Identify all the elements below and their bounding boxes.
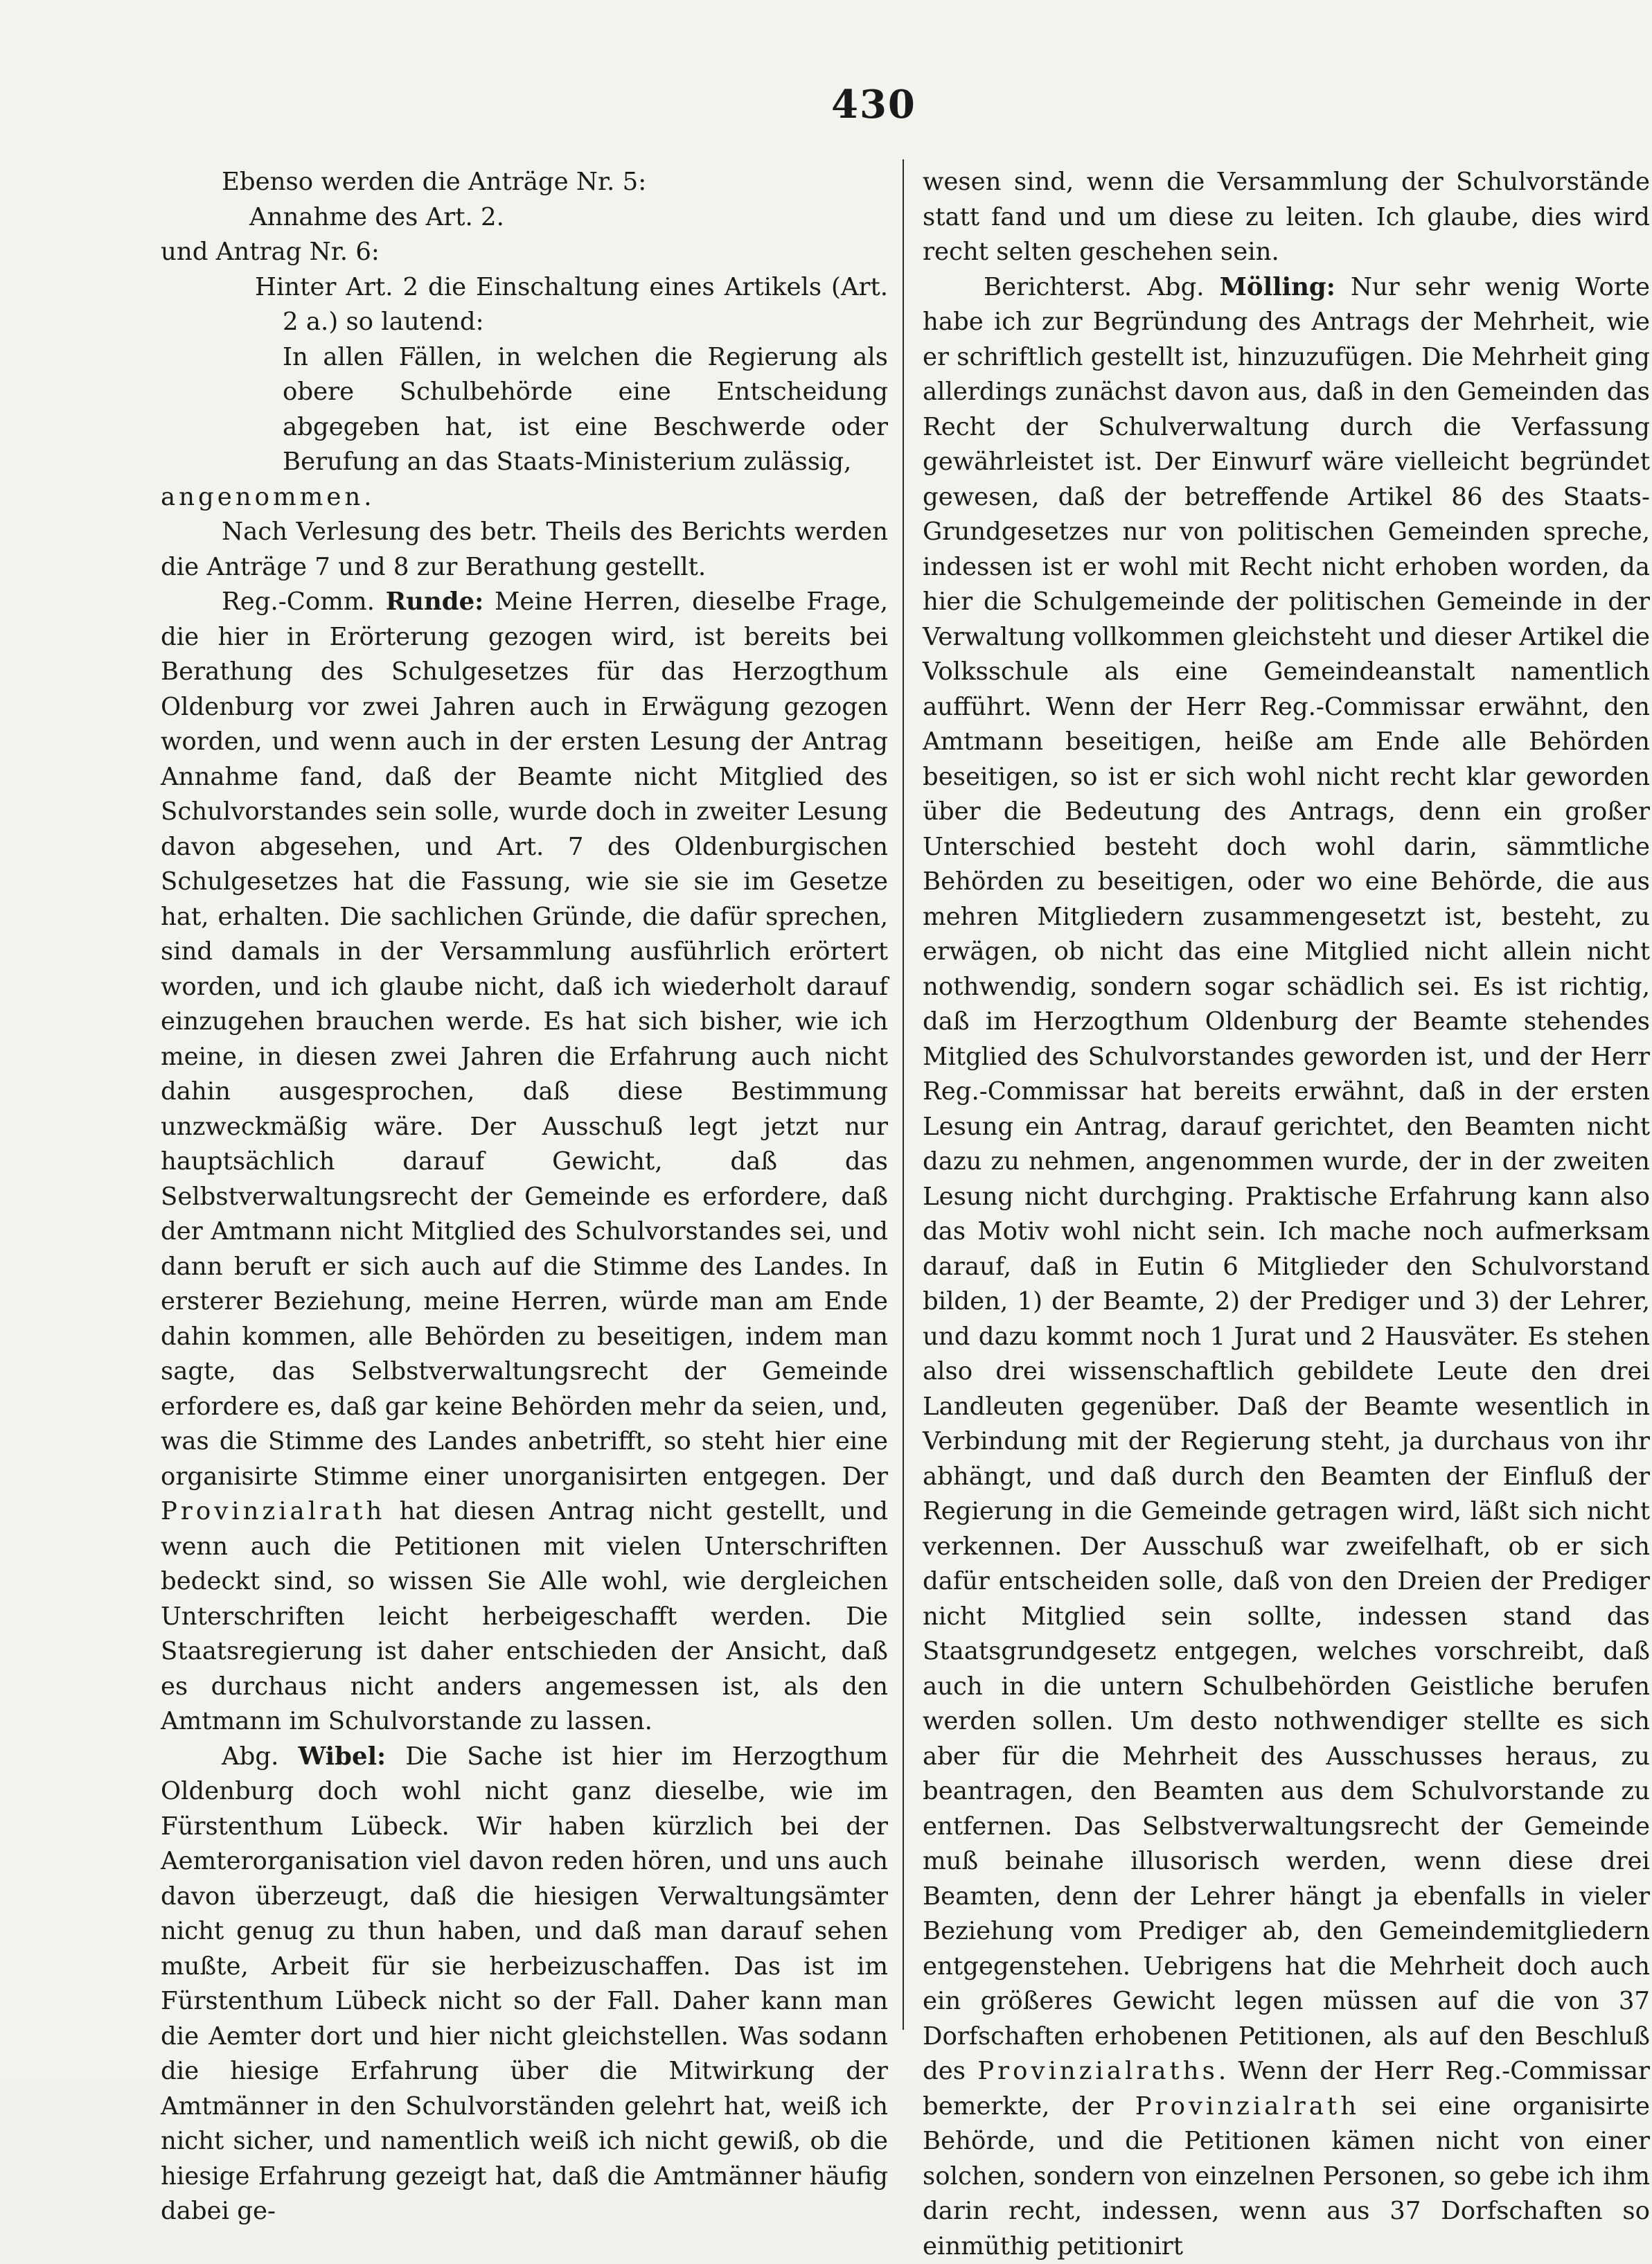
paragraph-adopted	[161, 480, 888, 515]
speaker-title: Berichterst. Abg.	[984, 273, 1220, 301]
quoted-article-text	[161, 340, 888, 480]
text: Nach Verlesung des betr. Theils des Berichts werden die Anträge 7 und 8 zur Berathung gestellt.	[161, 518, 888, 581]
right-column	[923, 165, 1650, 2264]
text: wesen sind, wenn die Versammlung der Schulvorstände statt fand und um diese zu leiten. Ich glaube, dies wird recht selten geschehen sein.	[923, 168, 1650, 266]
paragraph-motions-5	[161, 165, 888, 200]
text: und Antrag Nr. 6:	[161, 238, 380, 266]
paragraph-reading	[161, 515, 888, 585]
speech-runde	[161, 585, 888, 1740]
left-column	[161, 165, 888, 2229]
speaker-title: Abg.	[222, 1742, 298, 1771]
text: Hinter Art. 2 die Einschaltung eines Artikels (Art. 2 a.) so lautend:	[255, 273, 888, 337]
text: In allen Fällen, in welchen die Regierung als obere Schulbehörde eine Entscheidung abgegeben hat, ist eine Beschwerde oder Berufung an das Staats-Ministerium zulässig,	[283, 343, 888, 477]
speech-text: sei eine organisirte Behörde, und die Petitionen kämen nicht von einer solchen, sondern von einzelnen Personen, so gebe ich ihm darin recht, indessen, wenn aus 37 Dorfschaften so einmüthig petitionirt	[923, 2092, 1650, 2261]
speech-text: . Wenn der Herr Reg.-Commissar bemerkte, der	[923, 2057, 1650, 2121]
paragraph-art-2	[161, 200, 888, 236]
column-divider	[903, 159, 904, 2030]
paragraph-insertion	[161, 270, 888, 340]
paragraph-continuation	[923, 165, 1650, 270]
speech-text: Die Sache ist hier im Herzogthum Oldenburg doch wohl nicht ganz dieselbe, wie im Fürstenthum Lübeck. Wir haben kürzlich bei der Aemterorganisation viel davon reden hören, und uns auch davon überzeugt, daß die hiesigen Verwaltungsämter nicht genug zu thun haben, und daß man darauf sehen mußte, Arbeit für sie herbeizuschaffen. Das ist im Fürstenthum Lübeck nicht so der Fall. Daher kann man die Aemter dort und hier nicht gleichstellen. Was sodann die hiesige Erfahrung über die Mitwirkung der Amtmänner in den Schulvorständen gelehrt hat, weiß ich nicht sicher, und namentlich weiß ich nicht gewiß, ob die hiesige Erfahrung gezeigt hat, daß die Amtmänner häufig dabei ge-	[161, 1742, 888, 2226]
speaker-name: Mölling:	[1220, 273, 1335, 301]
paragraph-motion-6	[161, 235, 888, 270]
speaker-title: Reg.-Comm.	[222, 587, 386, 616]
emphasis-provinzialrath: Provinzialrath	[161, 1497, 385, 1525]
speech-text: Nur sehr wenig Worte habe ich zur Begründung des Antrags der Mehrheit, wie er schriftlich gestellt ist, hinzuzufügen. Die Mehrheit ging allerdings zunächst davon aus, daß in den Gemeinden das Recht der Schulverwaltung durch die Verfassung gewährleistet ist. Der Einwurf wäre vielleicht begründet gewesen, daß der betreffende Artikel 86 des Staats-Grundgesetzes nur von politischen Gemeinden spreche, indessen ist er wohl mit Recht nicht erhoben worden, da hier die Schulgemeinde der politischen Gemeinde in der Verwaltung vollkommen gleichsteht und dieser Artikel die Volksschule als eine Gemeindeanstalt namentlich aufführt. Wenn der Herr Reg.-Commissar erwähnt, den Amtmann beseitigen, heiße am Ende alle Behörden beseitigen, so ist er sich wohl nicht recht klar geworden über die Bedeutung des Antrags, denn ein großer Unterschied besteht doch wohl darin, sämmtliche Behörden zu beseitigen, oder wo eine Behörde, die aus mehren Mitgliedern zusammengesetzt ist, besteht, zu erwägen, ob nicht das eine Mitglied nicht allein nicht nothwendig, sondern sogar schädlich sei. Es ist richtig, daß im Herzogthum Oldenburg der Beamte stehendes Mitglied des Schulvorstandes geworden ist, und der Herr Reg.-Commissar hat bereits erwähnt, daß in der ersten Lesung ein Antrag, darauf gerichtet, den Beamten nicht dazu zu nehmen, angenommen wurde, der in der zweiten Lesung nicht durchging. Praktische Erfahrung kann also das Motiv wohl nicht sein. Ich mache noch aufmerksam darauf, daß in Eutin 6 Mitglieder den Schulvorstand bilden, 1) der Beamte, 2) der Prediger und 3) der Lehrer, und dazu kommt noch 1 Jurat und 2 Hausväter. Es stehen also drei wissenschaftlich gebildete Leute den drei Landleuten gegenüber. Daß der Beamte wesentlich in Verbindung mit der Regierung steht, ja durchaus von ihr abhängt, und daß durch den Beamten der Einfluß der Regierung in die Gemeinde getragen wird, läßt sich nicht verkennen. Der Ausschuß war zweifelhaft, ob er sich dafür entscheiden solle, daß von den Dreien der Prediger nicht Mitglied sein sollte, indessen stand das Staatsgrundgesetz entgegen, welches vorschreibt, daß auch in die untern Schulbehörden Geistliche berufen werden sollen. Um desto nothwendiger stellte es sich aber für die Mehrheit des Ausschusses heraus, zu beantragen, den Beamten aus dem Schulvorstande zu entfernen. Das Selbstverwaltungsrecht der Gemeinde muß beinahe illusorisch werden, wenn diese drei Beamten, denn der Lehrer hängt ja ebenfalls in vieler Beziehung vom Prediger ab, den Gemeindemitgliedern entgegenstehen. Uebrigens hat die Mehrheit doch auch ein größeres Gewicht legen müssen auf die von 37 Dorfschaften erhobenen Petitionen, als auf den Beschluß des	[923, 273, 1650, 2086]
speech-text: hat diesen Antrag nicht gestellt, und wenn auch die Petitionen mit vielen Unterschriften bedeckt sind, so wissen Sie Alle wohl, wie dergleichen Unterschriften leicht herbeigeschafft werden. Die Staatsregierung ist daher entschieden der Ansicht, daß es durchaus nicht anders angemessen ist, als den Amtmann im Schulvorstande zu lassen.	[161, 1497, 888, 1735]
text: angenommen.	[161, 483, 375, 511]
speech-wibel	[161, 1740, 888, 2229]
text: Ebenso werden die Anträge Nr. 5:	[222, 168, 646, 196]
speaker-name: Wibel:	[298, 1742, 386, 1771]
emphasis-provinzialrath: Provinzialrath	[1135, 2092, 1360, 2121]
speaker-name: Runde:	[386, 587, 484, 616]
page-number: 430	[831, 82, 914, 127]
speech-moelling	[923, 270, 1650, 2264]
emphasis-provinzialraths: Provinzialraths	[977, 2057, 1218, 2085]
text: Annahme des Art. 2.	[249, 203, 504, 231]
speech-text: Meine Herren, dieselbe Frage, die hier in Erörterung gezogen wird, ist bereits bei Berathung des Schulgesetzes für das Herzogthum Oldenburg vor zwei Jahren auch in Erwägung gezogen worden, und wenn auch in der ersten Lesung der Antrag Annahme fand, daß der Beamte nicht Mitglied des Schulvorstandes sein solle, wurde doch in zweiter Lesung davon abgesehen, und Art. 7 des Oldenburgischen Schulgesetzes hat die Fassung, wie sie sie im Gesetze hat, erhalten. Die sachlichen Gründe, die dafür sprechen, sind damals in der Versammlung ausführlich erörtert worden, und ich glaube nicht, daß ich wiederholt darauf einzugehen brauchen werde. Es hat sich bisher, wie ich meine, in diesen zwei Jahren die Erfahrung auch nicht dahin ausgesprochen, daß diese Bestimmung unzweckmäßig wäre. Der Ausschuß legt jetzt nur hauptsächlich darauf Gewicht, daß das Selbstverwaltungsrecht der Gemeinde es erfordere, daß der Amtmann nicht Mitglied des Schulvorstandes sei, und dann beruft er sich auch auf die Stimme des Landes. In ersterer Beziehung, meine Herren, würde man am Ende dahin kommen, alle Behörden zu beseitigen, indem man sagte, das Selbstverwaltungsrecht der Gemeinde erfordere es, daß gar keine Behörden mehr da seien, und, was die Stimme des Landes anbetrifft, so steht hier eine organisirte Stimme einer unorganisirten entgegen. Der	[161, 587, 888, 1491]
